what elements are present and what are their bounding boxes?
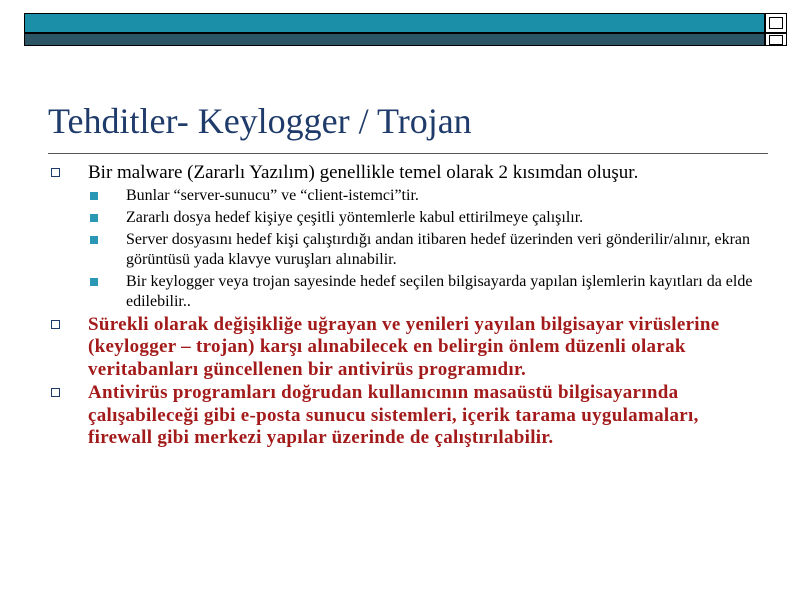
corner-box-lower-inner — [769, 35, 783, 45]
sub-bullet-item — [48, 272, 758, 312]
sub-bullet-item — [48, 230, 758, 270]
bullet-item — [48, 162, 758, 185]
hollow-square-bullet-icon — [51, 388, 60, 397]
bullet-item-emphasis — [48, 382, 758, 450]
slide-title: Tehditler- Keylogger / Trojan — [48, 101, 472, 141]
hollow-square-bullet-icon — [51, 168, 60, 177]
sub-bullet-item — [48, 186, 758, 206]
bullet-item-emphasis — [48, 314, 758, 382]
sub-bullet-text: Zararlı dosya hedef kişiye çeşitli yöntemlerle kabul ettirilmeye çalışılır. — [126, 208, 584, 226]
bullet-text: Antivirüs programları doğrudan kullanıcının masaüstü bilgisayarında çalışabileceği gibi e-posta sunucu sistemleri, içerik tarama uygulamaları, firewall gibi merkezi yapılar üzerinde de çalıştırılabilir. — [88, 382, 699, 448]
sub-bullet-text: Bir keylogger veya trojan sayesinde hedef seçilen bilgisayarda yapılan işlemlerin kayıtları da elde edilebilir.. — [126, 272, 753, 310]
hollow-square-bullet-icon — [51, 320, 60, 329]
bullet-text: Sürekli olarak değişikliğe uğrayan ve yenileri yayılan bilgisayar virüslerine (keylogger – trojan) karşı alınabilecek en belirgin önlem düzenli olarak veritabanları güncellenen bir antivirüs programıdır. — [88, 313, 720, 380]
corner-box-inner — [769, 17, 783, 29]
sub-bullet-item — [48, 208, 758, 228]
header-band-bottom — [24, 33, 765, 46]
filled-square-bullet-icon — [90, 278, 98, 286]
header-band-top — [24, 13, 765, 33]
title-divider — [48, 153, 768, 154]
sub-bullet-text: Server dosyasını hedef kişi çalıştırdığı andan itibaren hedef üzerinden veri gönderilir/alınır, ekran görüntüsü yada klavye vuruşları alınabilir. — [126, 230, 751, 268]
filled-square-bullet-icon — [90, 236, 98, 244]
filled-square-bullet-icon — [90, 192, 98, 200]
header-corner-box-lower — [765, 33, 787, 46]
bullet-text: Bir malware (Zararlı Yazılım) genellikle temel olarak 2 kısımdan oluşur. — [88, 162, 639, 183]
sub-bullet-text: Bunlar “server-sunucu” ve “client-istemci”tir. — [126, 186, 419, 204]
slide-content — [48, 162, 758, 451]
filled-square-bullet-icon — [90, 214, 98, 222]
header-corner-box — [765, 13, 787, 33]
